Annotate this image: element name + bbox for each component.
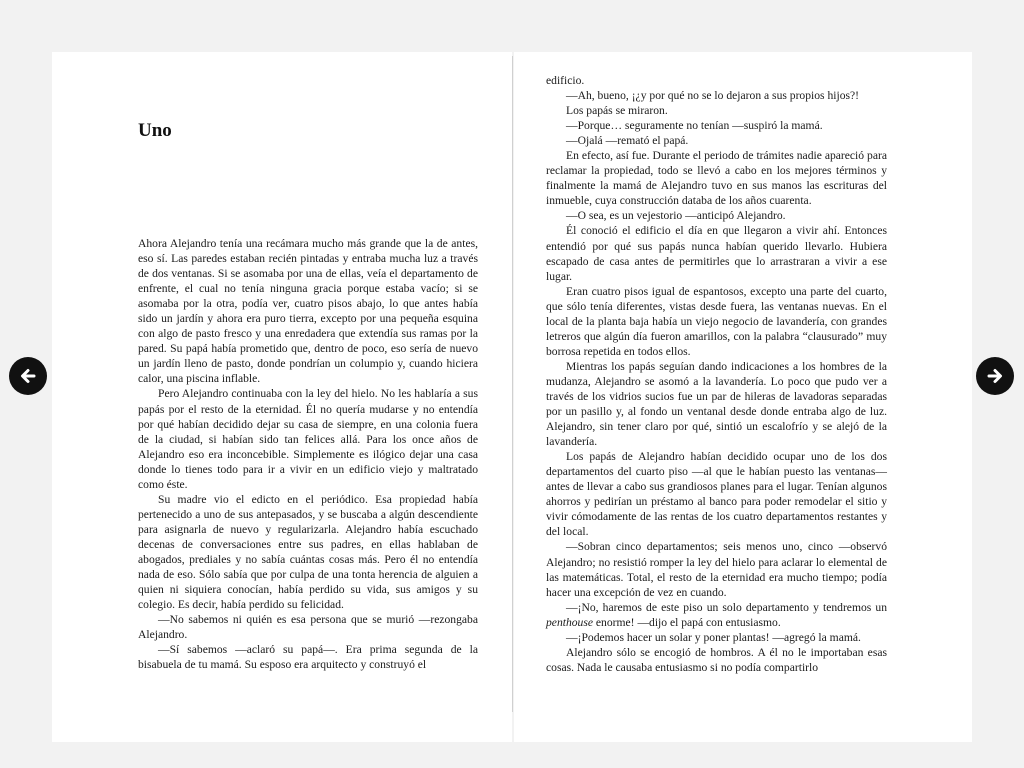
paragraph: edificio. xyxy=(546,74,585,87)
next-page-button[interactable] xyxy=(976,357,1014,395)
paragraph: —Porque… seguramente no tenían —suspiró la mamá. xyxy=(566,119,823,133)
paragraph: —Ojalá —remató el papá. xyxy=(566,134,689,148)
italic-word: penthouse xyxy=(546,615,594,629)
paragraph: En efecto, así fue. Durante el periodo de trámites nadie apareció para reclamar la propiedad, todo se llevó a cabo en los mejores términos y finalmente la mamá de Alejandro tuvo en sus manos las escrituras del inmueble, cuya construcción databa de los años cuarenta. xyxy=(546,149,887,208)
page-gutter xyxy=(512,56,513,712)
paragraph: Eran cuatro pisos igual de espantosos, excepto una parte del cuarto, que sólo tenía diferentes, vistas desde fuera, las ventanas nuevas. En el local de la planta baja había un viejo negocio de lavandería, con grandes letreros que algún día fueron amarillos, con la palabra “clausurado” muy borrosa repetida en todos ellos. xyxy=(546,284,887,358)
chapter-title: Uno xyxy=(138,120,172,141)
right-page-text xyxy=(546,73,887,675)
paragraph: —No sabemos ni quién es esa persona que se murió —rezongaba Alejandro. xyxy=(138,613,478,642)
paragraph: —O sea, es un vejestorio —anticipó Alejandro. xyxy=(566,209,786,223)
paragraph: Los papás de Alejandro habían decidido ocupar uno de los dos departamentos del cuarto piso —al que le habían puesto las ventanas— antes de llevar a cabo sus grandiosos planes para el lugar. Tenían algunos ahorros y pedirían un préstamo al banco para poder remodelar el sitio y vivir cómodamente de las rentas de los cuatro departamentos restantes y del local. xyxy=(546,450,887,539)
arrow-left-icon xyxy=(18,366,38,386)
paragraph: —¡No, haremos de este piso un solo departamento y tendremos un penthouse enorme! —dijo el papá con entusiasmo. xyxy=(546,600,887,629)
paragraph: Ahora Alejandro tenía una recámara mucho más grande que la de antes, eso sí. Las paredes estaban recién pintadas y entraba mucha luz a través de dos ventanas. Si se asomaba por una de ellas, veía el departamento de enfrente, el cual no tenía ninguna gracia porque estaba vacío; si se asomaba por la otra, podía ver, cuatro pisos abajo, lo que antes había sido un jardín y ahora era puro tierra, excepto por una pequeña esquina con algo de pasto fresco y una enredadera que extendía sus ramas por la pared. Su papá había prometido que, dentro de poco, eso sería de nuevo un jardín lleno de pasto, donde pondrían un columpio y, cuando hiciera calor, una piscina inflable. xyxy=(138,237,478,386)
paragraph: Su madre vio el edicto en el periódico. Esa propiedad había pertenecido a uno de sus antepasados, y se buscaba a algún descendiente para asignarla de nuevo y regularizarla. Alejandro había escuchado decenas de conversaciones entre sus padres, en ellas hablaban de abogados, prediales y no sabía cuántas cosas más. Pero él no entendía nada de eso. Sólo sabía que por culpa de una tonta herencia de alguien a quien ni siquiera conocían, había perdido su vida, sus amigos y su colegio. Es decir, había perdido su felicidad. xyxy=(138,492,478,612)
left-page-text xyxy=(138,236,478,672)
paragraph: —Sobran cinco departamentos; seis menos uno, cinco —observó Alejandro; no resistió romper la ley del hielo para aclarar lo elemental de las matemáticas. Total, el resto de la eternidad era mucho tiempo; podía hacer una excepción de vez en cuando. xyxy=(546,540,887,599)
paragraph: —¡Podemos hacer un solar y poner plantas! —agregó la mamá. xyxy=(566,630,861,644)
paragraph: Los papás se miraron. xyxy=(566,104,668,118)
arrow-right-icon xyxy=(985,366,1005,386)
paragraph: Él conoció el edificio el día en que llegaron a vivir ahí. Entonces entendió por qué sus papás nunca habían querido llevarlo. Hubiera escapado de casa antes de permitirles que lo arrastraran a vivir a ese lugar. xyxy=(546,224,887,283)
paragraph: —Ah, bueno, ¡¿y por qué no se lo dejaron a sus propios hijos?! xyxy=(566,89,860,103)
paragraph: —Sí sabemos —aclaró su papá—. Era prima segunda de la bisabuela de tu mamá. Su esposo era arquitecto y construyó el xyxy=(138,643,478,672)
paragraph: Alejandro sólo se encogió de hombros. A él no le importaban esas cosas. Nada le causaba entusiasmo si no podía compartirlo xyxy=(546,645,887,674)
paragraph: Pero Alejandro continuaba con la ley del hielo. No les hablaría a sus papás por el resto de la eternidad. Él no quería mudarse y no entendía por qué habían decidido dejar su casa de siempre, en una colonia fuera de la ciudad, si habían sido tan felices allá. Para los once años de Alejandro eso era inconcebible. Simplemente es ilógico dejar una casa donde lo tienes todo para ir a vivir en un edificio viejo y maltratado como éste. xyxy=(138,387,478,491)
previous-page-button[interactable] xyxy=(9,357,47,395)
paragraph: Mientras los papás seguían dando indicaciones a los hombres de la mudanza, Alejandro se asomó a la lavandería. Lo poco que pudo ver a través de los vidrios sucios fue un par de hileras de lavadoras separadas por un pasillo y, al fondo un ventanal desde donde entraba algo de luz. Alejandro, sin tener claro por qué, sintió un escalofrío y se alejó de la lavandería. xyxy=(546,359,887,449)
